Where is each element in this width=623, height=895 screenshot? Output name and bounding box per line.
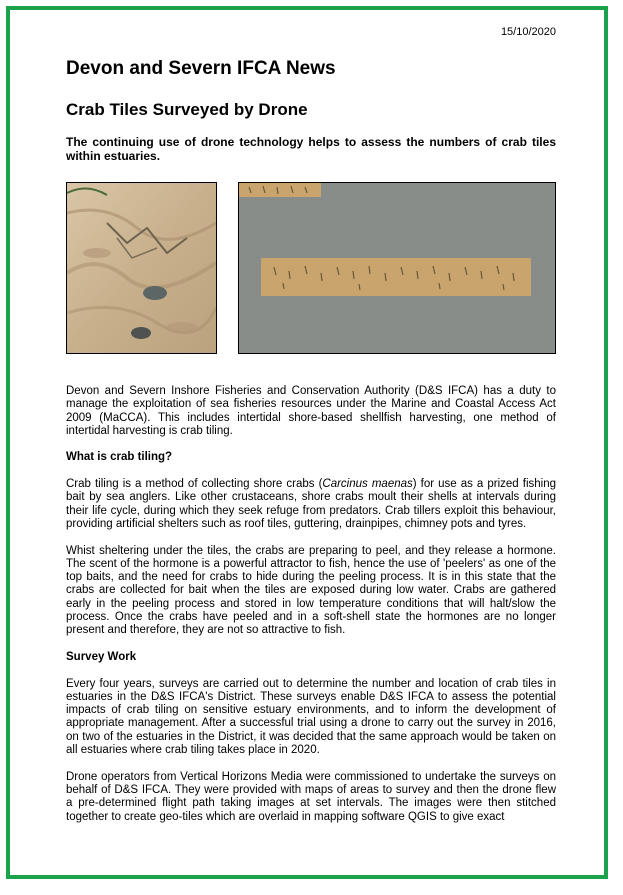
crab-tiling-text-end: ) for use as a prized fishing bait by sea anglers. Like other crustaceans, shore crabs moult their shells at intervals during their life cycle, during which they seek refuge from predators. Crab tillers exploit this behaviour, providing artificial shelters such as roof tiles, guttering, drainpipes, chimney pots and tyres.	[66, 478, 557, 530]
survey-work-paragraph-1: Every four years, surveys are carried out to determine the number and location of crab tiles in estuaries in the D&S IFCA's District. These surveys enable D&S IFCA to assess the potential impacts of crab tiling on sensitive estuary environments, and to inform the development of appropriate management. After a successful trial using a drone to carry out the survey in 2016, on two of the estuaries in the District, it was decided that the same approach would be taken on all estuaries where crab tiling takes place in 2020.	[66, 677, 556, 757]
crab-tiling-text-start: Crab tiling is a method of collecting shore crabs (	[66, 478, 323, 491]
drone-photo	[238, 182, 556, 354]
section-heading-crab-tiling: What is crab tiling?	[66, 451, 173, 464]
crab-tiling-paragraph-2: Whist sheltering under the tiles, the crabs are preparing to peel, and they release a hormone. The scent of the hormone is a powerful attractor to fish, hence the use of 'peelers' as one of the top baits, and the need for crabs to hide during the peeling process. It is in this state that the crabs are collected for bait when the tiles are exposed during low water. Crabs are gathered early in the peeling process and stored in low temperature conditions that will halt/slow the process. Once the crabs have peeled and in a soft-shell state the hormones are no longer present and therefore, they are not so attractive to fish.	[66, 544, 556, 637]
section-heading-survey-work: Survey Work	[66, 650, 137, 663]
publication-date: 15/10/2020	[500, 26, 556, 38]
article-title: Crab Tiles Surveyed by Drone	[66, 100, 308, 119]
sand-photo	[66, 182, 217, 354]
article-body	[66, 385, 556, 837]
sand-photo-image	[67, 183, 216, 353]
crab-tiling-paragraph-1	[66, 478, 556, 531]
intro-paragraph: Devon and Severn Inshore Fisheries and Conservation Authority (D&S IFCA) has a duty to manage the exploitation of sea fisheries resources under the Marine and Coastal Access Act 2009 (MaCCA). This includes intertidal shore-based shellfish harvesting, one method of intertidal harvesting is crab tiling.	[66, 385, 556, 437]
species-name: Carcinus maenas	[322, 478, 413, 491]
article-lead: The continuing use of drone technology helps to assess the numbers of crab tiles within estuaries.	[66, 135, 556, 163]
newsletter-title: Devon and Severn IFCA News	[66, 58, 336, 79]
survey-work-paragraph-2: Drone operators from Vertical Horizons Media were commissioned to undertake the surveys on behalf of D&S IFCA. They were provided with maps of areas to survey and then the drone flew a pre-determined flight path taking images at set intervals. The images were then stitched together to create geo-tiles which are overlaid in mapping software QGIS to give exact	[66, 770, 556, 823]
drone-photo-image	[239, 183, 555, 353]
